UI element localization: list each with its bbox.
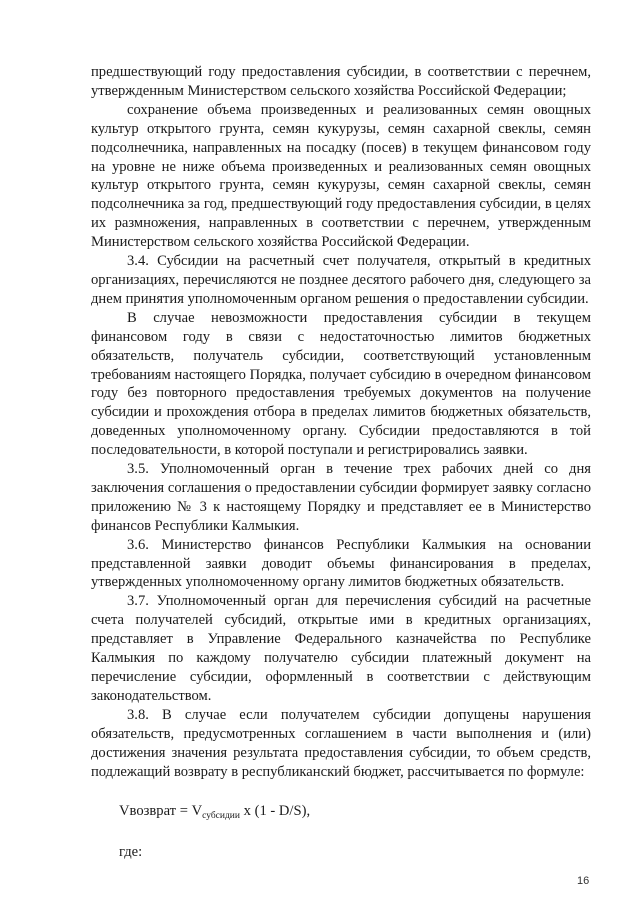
formula-subscript: субсидии	[202, 811, 240, 821]
paragraph-3-6: 3.6. Министерство финансов Республики Калмыкия на основании представленной заявки доводит объемы финансирования в пределах, утвержденных уполномоченному органу лимитов бюджетных обязательств.	[91, 536, 591, 591]
paragraph-continuation: предшествующий году предоставления субсидии, в соответствии с перечнем, утвержденным Министерством сельского хозяйства Российской Федерации;	[91, 64, 591, 99]
formula-rhs: x (1 - D/S),	[239, 803, 311, 819]
formula-lhs: Vвозврат = V	[119, 803, 203, 819]
page-number: 16	[577, 875, 590, 887]
refund-formula	[119, 802, 310, 823]
paragraph-3-4: 3.4. Субсидии на расчетный счет получателя, открытый в кредитных организациях, перечисляются не позднее десятого рабочего дня, следующего за днем принятия уполномоченным органом решения о предоставлении субсидии.	[91, 253, 591, 307]
body-text	[91, 63, 591, 781]
paragraph-3-7: 3.7. Уполномоченный орган для перечисления субсидий на расчетные счета получателей субсидий, открытые ими в кредитных организациях, представляет в Управление Федерального казначейства по Республике Калмыкия по каждому получателю субсидии платежный документ на перечисление субсидии, оформленный в соответствии с действующим законодательством.	[91, 593, 591, 704]
paragraph-3-5: 3.5. Уполномоченный орган в течение трех рабочих дней со дня заключения соглашения о предоставлении субсидии формирует заявку согласно приложению № 3 к настоящему Порядку и представляет ее в Министерство финансов Республики Калмыкия.	[91, 461, 591, 534]
where-label: где:	[119, 844, 143, 860]
paragraph-limits: В случае невозможности предоставления субсидии в текущем финансовом году в связи с недостаточностью лимитов бюджетных обязательств, получатель субсидии, соответствующий установленным требованиям настоящего Порядка, получает субсидию в очередном финансовом году без повторного предоставления требуемых документов на получение субсидии и прохождения отбора в пределах лимитов бюджетных обязательств, доведенных уполномоченному органу. Субсидии предоставляются в той последовательности, в которой поступали и регистрировались заявки.	[91, 309, 591, 459]
paragraph-3-8: 3.8. В случае если получателем субсидии допущены нарушения обязательств, предусмотренных соглашением в части выполнения и (или) достижения значения результата предоставления субсидии, то объем средств, подлежащий возврату в республиканский бюджет, рассчитывается по формуле:	[91, 706, 591, 780]
paragraph-seed-volume: сохранение объема произведенных и реализованных семян овощных культур открытого грунта, семян кукурузы, семян сахарной свеклы, семян подсолнечника, направленных на посадку (посев) в текущем финансовом году на уровне не ниже объема произведенных и реализованных семян овощных культур открытого грунта, семян кукурузы, семян сахарной свеклы, семян подсолнечника за год, предшествующий году предоставления субсидии, в целях их размножения, направленных в соответствии с перечнем, утвержденным Министерством сельского хозяйства Российской Федерации.	[91, 101, 591, 251]
